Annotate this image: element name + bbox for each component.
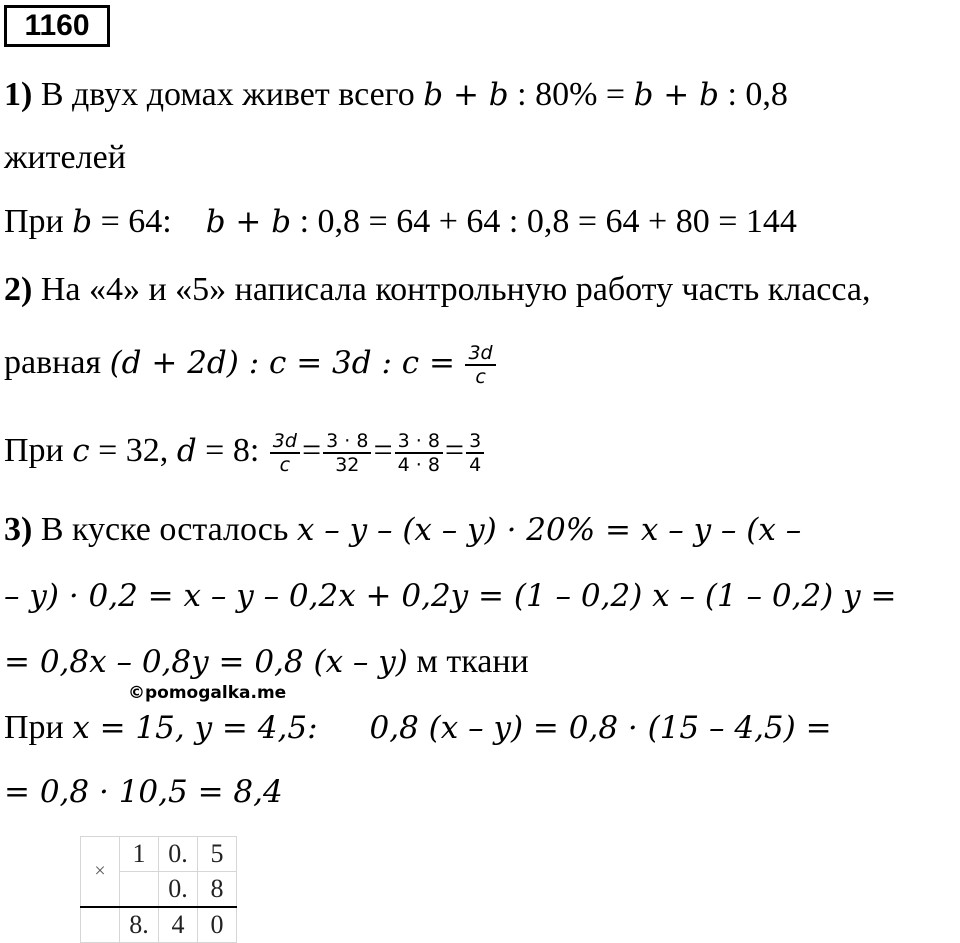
fraction-denominator: 4 (469, 454, 482, 476)
fraction-result (466, 430, 484, 476)
part1-calc (4, 202, 797, 242)
equals-sign: = (444, 431, 465, 469)
fraction-denominator: c (279, 454, 291, 476)
fraction-step1 (270, 430, 300, 476)
part1-label: 1) (4, 76, 33, 113)
equals-sign: = (301, 431, 322, 469)
part1-line1 (4, 75, 788, 115)
calc-row (81, 837, 237, 872)
problem-number: 1160 (4, 5, 110, 47)
part2-calc-end: = 8: (196, 431, 260, 469)
fraction-numerator: 3 (466, 430, 484, 454)
part3-line3-expr: = 0,8x – 0,8y = 0,8 (x – y) (4, 644, 408, 680)
part2-line2-expr: (d + 2d) : c = 3d : c = (109, 344, 455, 381)
part2-calc-c: c (72, 432, 90, 469)
part3-line1 (4, 510, 801, 550)
part3-line3 (4, 642, 529, 682)
part3-calc-prefix: При (4, 709, 73, 746)
calc-cell: 1 (120, 837, 159, 872)
part1-text2: : 80% = (508, 76, 634, 113)
part2-calc (4, 430, 486, 476)
fraction-denominator: 32 (335, 454, 360, 476)
part3-expr1: x – y – (x – y) · 20% = x – y – (x – (296, 512, 802, 548)
fraction-denominator: c (475, 366, 486, 388)
fraction-step3 (395, 430, 443, 476)
part1-calc-cond: = 64: (92, 203, 206, 240)
calc-cell: 8. (120, 907, 159, 943)
fraction-3d-over-c (465, 342, 495, 388)
part2-line2 (4, 342, 498, 388)
part2-line2-text: равная (4, 343, 110, 381)
calc-cell: 0. (159, 872, 198, 908)
part2-label: 2) (4, 271, 33, 308)
calc-cell (81, 907, 120, 943)
fraction-numerator: 3 · 8 (323, 430, 371, 454)
part2-calc-d: d (176, 432, 197, 469)
calc-result-row (81, 907, 237, 943)
part2-calc-mid: = 32, (89, 431, 177, 469)
column-multiplication (80, 836, 237, 943)
fraction-denominator: 4 · 8 (397, 454, 440, 476)
part1-text1: В двух домах живет всего (32, 76, 424, 113)
part1-text3: : 0,8 (718, 76, 788, 113)
equals-sign: = (373, 431, 393, 469)
part3-line2: – y) · 0,2 = x – y – 0,2x + 0,2y = (1 – 0,2) x – (1 – 0,2) y = (4, 578, 897, 614)
part1-calc-prefix: При (4, 203, 73, 240)
part3-text1: В куске осталось (32, 511, 297, 548)
fraction-numerator: 3d (270, 430, 300, 454)
calc-cell: 0 (198, 907, 237, 943)
part1-calc-expr: b + b (205, 204, 292, 240)
part3-calc-rest: 0,8 (x – y) = 0,8 · (15 – 4,5) = (369, 710, 832, 746)
part3-calc-expr: x = 15, y = 4,5: (72, 710, 318, 746)
fraction-step2 (323, 430, 371, 476)
part3-final: = 0,8 · 10,5 = 8,4 (4, 774, 283, 810)
calc-cell: 5 (198, 837, 237, 872)
part3-label: 3) (4, 511, 33, 548)
calc-cell (120, 872, 159, 908)
part3-calc (4, 708, 832, 748)
watermark: ©pomogalka.me (128, 683, 287, 703)
part1-expr2: b + b (633, 77, 719, 113)
part1-calc-rest: : 0,8 = 64 + 64 : 0,8 = 64 + 80 = 144 (291, 203, 797, 240)
calc-cell: 0. (159, 837, 198, 872)
fraction-numerator: 3d (465, 342, 495, 366)
calc-cell: 4 (159, 907, 198, 943)
fraction-numerator: 3 · 8 (395, 430, 443, 454)
multiply-sign: × (81, 837, 120, 908)
part2-text1: На «4» и «5» написала контрольную работу часть класса, (32, 271, 871, 308)
part3-line3-text: м ткани (407, 643, 529, 680)
part2-line1 (4, 270, 871, 310)
calc-cell: 8 (198, 872, 237, 908)
part1-expr1: b + b (423, 77, 509, 113)
part2-calc-prefix: При (4, 431, 73, 469)
part1-calc-var: b (72, 204, 93, 240)
part1-line2: жителей (4, 139, 126, 176)
